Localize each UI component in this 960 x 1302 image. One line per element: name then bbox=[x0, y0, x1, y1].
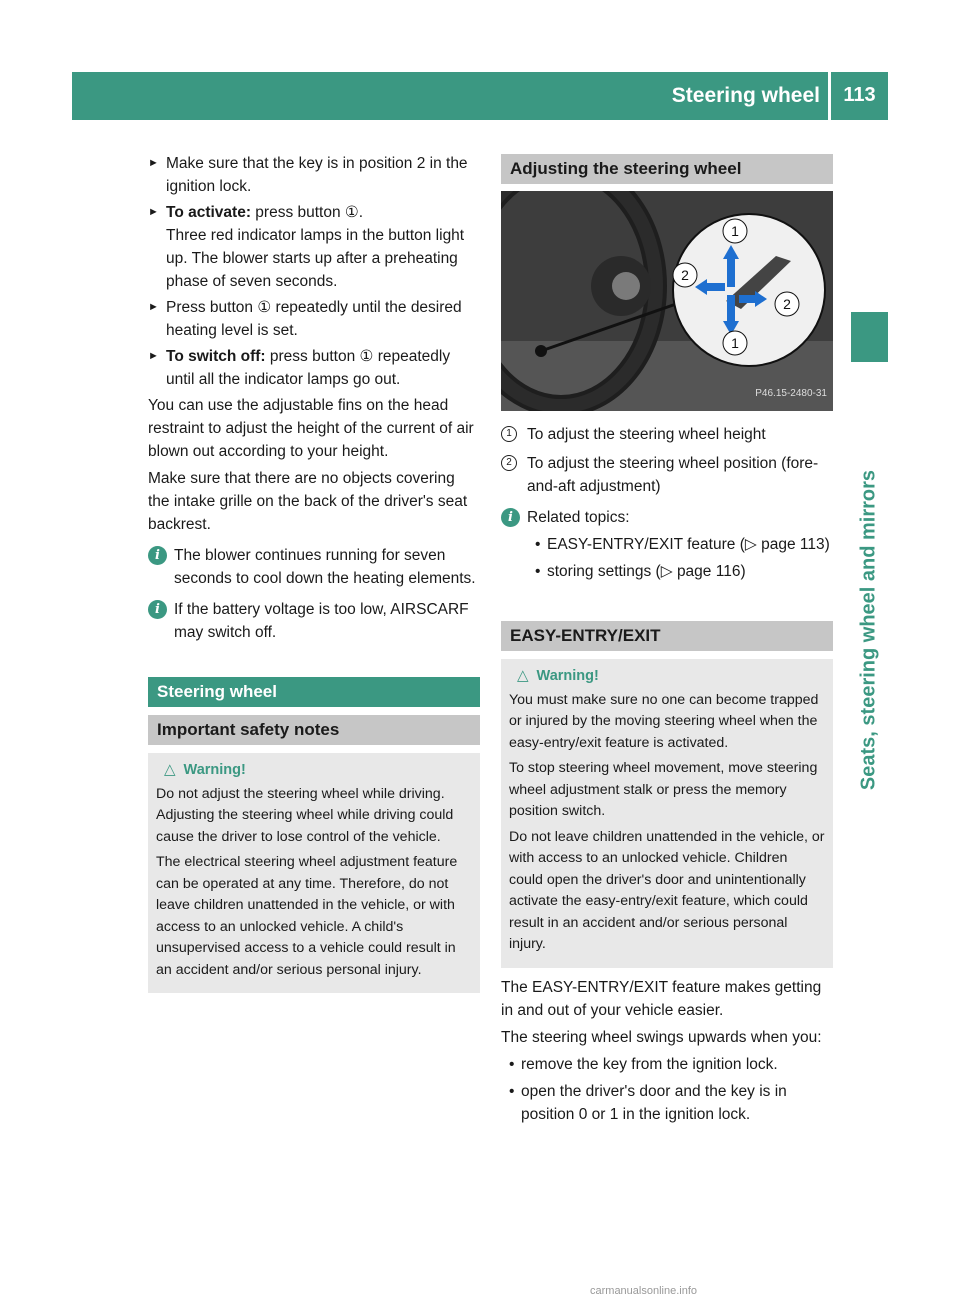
svg-text:1: 1 bbox=[731, 335, 739, 351]
body-paragraph: The steering wheel swings upwards when you: bbox=[501, 1028, 822, 1046]
list-text: open the driver's door and the key is in position 0 or 1 in the ignition lock. bbox=[521, 1082, 787, 1123]
legend-marker: 1 bbox=[501, 426, 517, 442]
source-watermark: carmanualsonline.info bbox=[590, 1285, 698, 1297]
info-note bbox=[148, 598, 480, 644]
related-bullet bbox=[527, 533, 833, 556]
warning-box bbox=[148, 753, 480, 993]
step-item bbox=[148, 345, 480, 391]
steering-wheel-illustration bbox=[501, 191, 833, 411]
info-icon: i bbox=[148, 546, 167, 565]
info-text: The blower continues running for seven seconds to cool down the heating elements. bbox=[174, 547, 476, 587]
bullet-dot: • bbox=[535, 536, 541, 553]
svg-text:2: 2 bbox=[681, 267, 689, 283]
page-title: Steering wheel bbox=[671, 84, 820, 107]
info-text: If the battery voltage is too low, AIRSCARF may switch off. bbox=[174, 601, 469, 641]
step-text: Press button ① repeatedly until the desired heating level is set. bbox=[166, 299, 462, 339]
step-text: press button ①. bbox=[251, 204, 364, 221]
body-paragraph: The EASY-ENTRY/EXIT feature makes getting in and out of your vehicle easier. bbox=[501, 978, 822, 1019]
section-title: Steering wheel bbox=[148, 677, 480, 707]
related-link[interactable]: storing settings (▷ page 116) bbox=[547, 563, 746, 580]
bullet-dot: • bbox=[509, 1055, 515, 1073]
legend-marker: 2 bbox=[501, 455, 517, 471]
side-chapter-label: Seats, steering wheel and mirrors bbox=[857, 469, 880, 791]
legend-item bbox=[501, 423, 833, 446]
warning-triangle-icon: △ bbox=[164, 761, 176, 778]
bullet-dot: • bbox=[509, 1082, 515, 1100]
warning-header bbox=[517, 665, 825, 688]
subsection-title: EASY-ENTRY/EXIT bbox=[501, 621, 833, 651]
bullet-dot: • bbox=[535, 563, 541, 580]
warning-label: Warning! bbox=[183, 762, 246, 778]
step-item bbox=[148, 296, 480, 342]
warning-header bbox=[164, 759, 472, 782]
body-paragraph: Make sure that there are no objects covering the intake grille on the back of the driver's seat backrest. bbox=[148, 470, 468, 533]
info-text: Related topics: bbox=[527, 509, 630, 526]
figure-code: P46.15-2480-31 bbox=[755, 388, 827, 399]
warning-label: Warning! bbox=[536, 668, 599, 684]
step-text: press button ① repeatedly until all the indicator lamps go out. bbox=[166, 348, 451, 388]
step-item bbox=[148, 201, 480, 293]
step-item bbox=[148, 152, 480, 198]
body-paragraph: You can use the adjustable fins on the head restraint to adjust the height of the current of air blown out according to your height. bbox=[148, 397, 474, 460]
legend-text: To adjust the steering wheel height bbox=[527, 426, 766, 443]
step-text: Make sure that the key is in position 2 in the ignition lock. bbox=[166, 155, 468, 195]
arrow-icon: ► bbox=[148, 301, 159, 313]
side-tab bbox=[851, 312, 888, 362]
subsection-title: Adjusting the steering wheel bbox=[501, 154, 833, 184]
arrow-icon: ► bbox=[148, 206, 159, 218]
step-detail: Three red indicator lamps in the button light up. The blower starts up after a preheating phase of seven seconds. bbox=[166, 227, 465, 290]
info-note bbox=[148, 544, 480, 590]
arrow-icon: ► bbox=[148, 350, 159, 362]
warning-text: The electrical steering wheel adjustment feature can be operated at any time. Therefore, do not leave children unattended in the vehicle, or with access to an unlocked vehicle. A child's unsupervised access to a vehicle could result in an accident and/or serious personal injury. bbox=[156, 854, 458, 978]
list-item bbox=[501, 1080, 833, 1126]
related-link[interactable]: EASY-ENTRY/EXIT feature (▷ page 113) bbox=[547, 536, 830, 553]
left-column bbox=[148, 152, 480, 993]
list-item bbox=[501, 1053, 833, 1076]
step-bold: To activate: bbox=[166, 204, 251, 221]
legend-text: To adjust the steering wheel position (fore-and-aft adjustment) bbox=[527, 455, 819, 495]
list-text: remove the key from the ignition lock. bbox=[521, 1055, 778, 1073]
svg-text:1: 1 bbox=[731, 223, 739, 239]
warning-text: You must make sure no one can become trapped or injured by the moving steering wheel when the easy-entry/exit feature is activated. bbox=[509, 691, 819, 751]
legend-item bbox=[501, 452, 833, 498]
info-icon: i bbox=[148, 600, 167, 619]
subsection-title: Important safety notes bbox=[148, 715, 480, 745]
related-bullet bbox=[527, 560, 833, 583]
svg-text:2: 2 bbox=[783, 296, 791, 312]
info-icon: i bbox=[501, 508, 520, 527]
arrow-icon: ► bbox=[148, 157, 159, 169]
page-number: 113 bbox=[843, 84, 876, 106]
right-column bbox=[501, 154, 833, 1126]
warning-text: Do not leave children unattended in the vehicle, or with access to an unlocked vehicle. Children could open the driver's door and unintentionally activate the easy-entry/exit feature, which could result in an accident and/or serious personal injury. bbox=[509, 828, 825, 952]
steering-wheel-figure bbox=[501, 191, 833, 411]
warning-triangle-icon: △ bbox=[517, 667, 529, 684]
warning-text: To stop steering wheel movement, move steering wheel adjustment stalk or press the memory position switch. bbox=[509, 760, 818, 819]
info-note bbox=[501, 506, 833, 583]
warning-text: Do not adjust the steering wheel while driving. Adjusting the steering wheel while driving could cause the driver to lose control of the vehicle. bbox=[156, 785, 454, 845]
warning-box bbox=[501, 659, 833, 968]
step-bold: To switch off: bbox=[166, 348, 266, 365]
